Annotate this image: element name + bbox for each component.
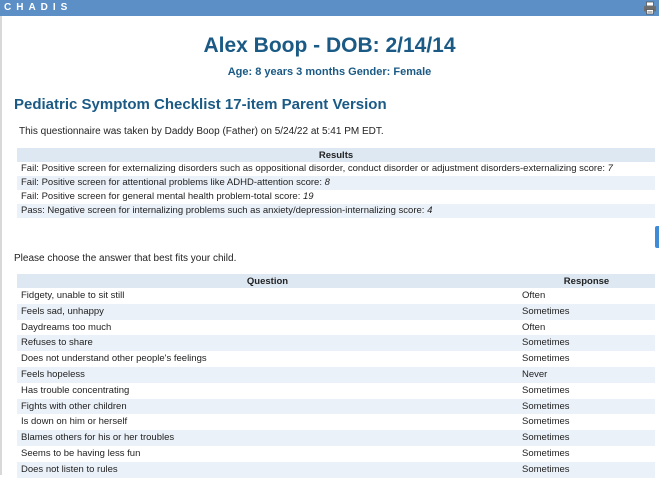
question-text: Does not listen to rules: [17, 462, 518, 478]
question-row: [17, 462, 655, 478]
result-row: [17, 204, 655, 218]
response-value: Sometimes: [522, 384, 570, 396]
question-text: Seems to be having less fun: [21, 447, 141, 459]
question-column-header: Question: [17, 274, 518, 288]
question-row: [17, 399, 655, 415]
question-row: [17, 351, 655, 367]
question-text: Blames others for his or her troubles: [17, 430, 518, 446]
results-header: Results: [17, 148, 655, 162]
question-text: Is down on him or herself: [21, 416, 128, 428]
questionnaire-title: Pediatric Symptom Checklist 17-item Parent Version: [14, 96, 387, 113]
instructions-text: Please choose the answer that best fits your child.: [14, 253, 237, 264]
question-row: [17, 446, 655, 462]
question-text: Refuses to share: [17, 335, 518, 351]
response-value: Sometimes: [522, 353, 570, 365]
question-row: [17, 367, 655, 383]
taken-by-text: This questionnaire was taken by Daddy Boop (Father) on 5/24/22 at 5:41 PM EDT.: [19, 126, 384, 137]
response-value: Sometimes: [518, 430, 655, 446]
response-value: Sometimes: [518, 399, 655, 415]
response-value: Often: [522, 321, 546, 333]
question-text: Fidgety, unable to sit still: [21, 290, 125, 301]
results-table: [17, 148, 655, 218]
print-icon[interactable]: [643, 1, 657, 15]
response-value: Often: [522, 290, 546, 301]
response-value: Sometimes: [518, 335, 655, 351]
result-text: Fail: Positive screen for general mental health problem-total score:: [21, 191, 303, 202]
response-value: Never: [518, 367, 655, 383]
question-text: Does not understand other people's feelings: [21, 353, 207, 365]
question-text: Daydreams too much: [21, 321, 112, 333]
brand-logo: CHADIS: [4, 2, 73, 13]
result-text: Fail: Positive screen for externalizing disorders such as oppositional disorder, conduct disorder or adjustment disorders-externalizing score:: [21, 163, 608, 174]
frame-border: [0, 16, 2, 475]
response-value: Sometimes: [518, 462, 655, 478]
question-text: Feels hopeless: [17, 367, 518, 383]
patient-subtitle: Age: 8 years 3 months Gender: Female: [227, 66, 432, 78]
question-row: [17, 320, 655, 336]
question-row: [17, 304, 655, 320]
question-row: [17, 414, 655, 430]
result-row: [17, 162, 655, 176]
questions-table: [17, 274, 655, 478]
question-row: [17, 383, 655, 399]
question-text: Fights with other children: [17, 399, 518, 415]
question-text: Feels sad, unhappy: [17, 304, 518, 320]
result-row: [17, 190, 655, 204]
result-text: Pass: Negative screen for internalizing problems such as anxiety/depression-internalizing score:: [21, 205, 428, 216]
response-value: Sometimes: [522, 447, 570, 459]
top-bar: [0, 0, 659, 16]
result-score: 8: [324, 177, 330, 188]
result-score: 19: [302, 191, 314, 202]
response-value: Sometimes: [518, 304, 655, 320]
result-text: Fail: Positive screen for attentional problems like ADHD-attention score:: [21, 177, 325, 188]
result-row: [17, 176, 655, 190]
response-column-header: Response: [518, 274, 655, 288]
patient-title: Alex Boop - DOB: 2/14/14: [203, 34, 456, 57]
question-text: Has trouble concentrating: [21, 384, 130, 396]
result-score: 4: [427, 205, 433, 216]
result-score: 7: [607, 163, 613, 174]
side-scroll-tab[interactable]: [655, 226, 659, 248]
question-row: [17, 430, 655, 446]
response-value: Sometimes: [522, 416, 570, 428]
question-row: [17, 288, 655, 304]
question-row: [17, 335, 655, 351]
